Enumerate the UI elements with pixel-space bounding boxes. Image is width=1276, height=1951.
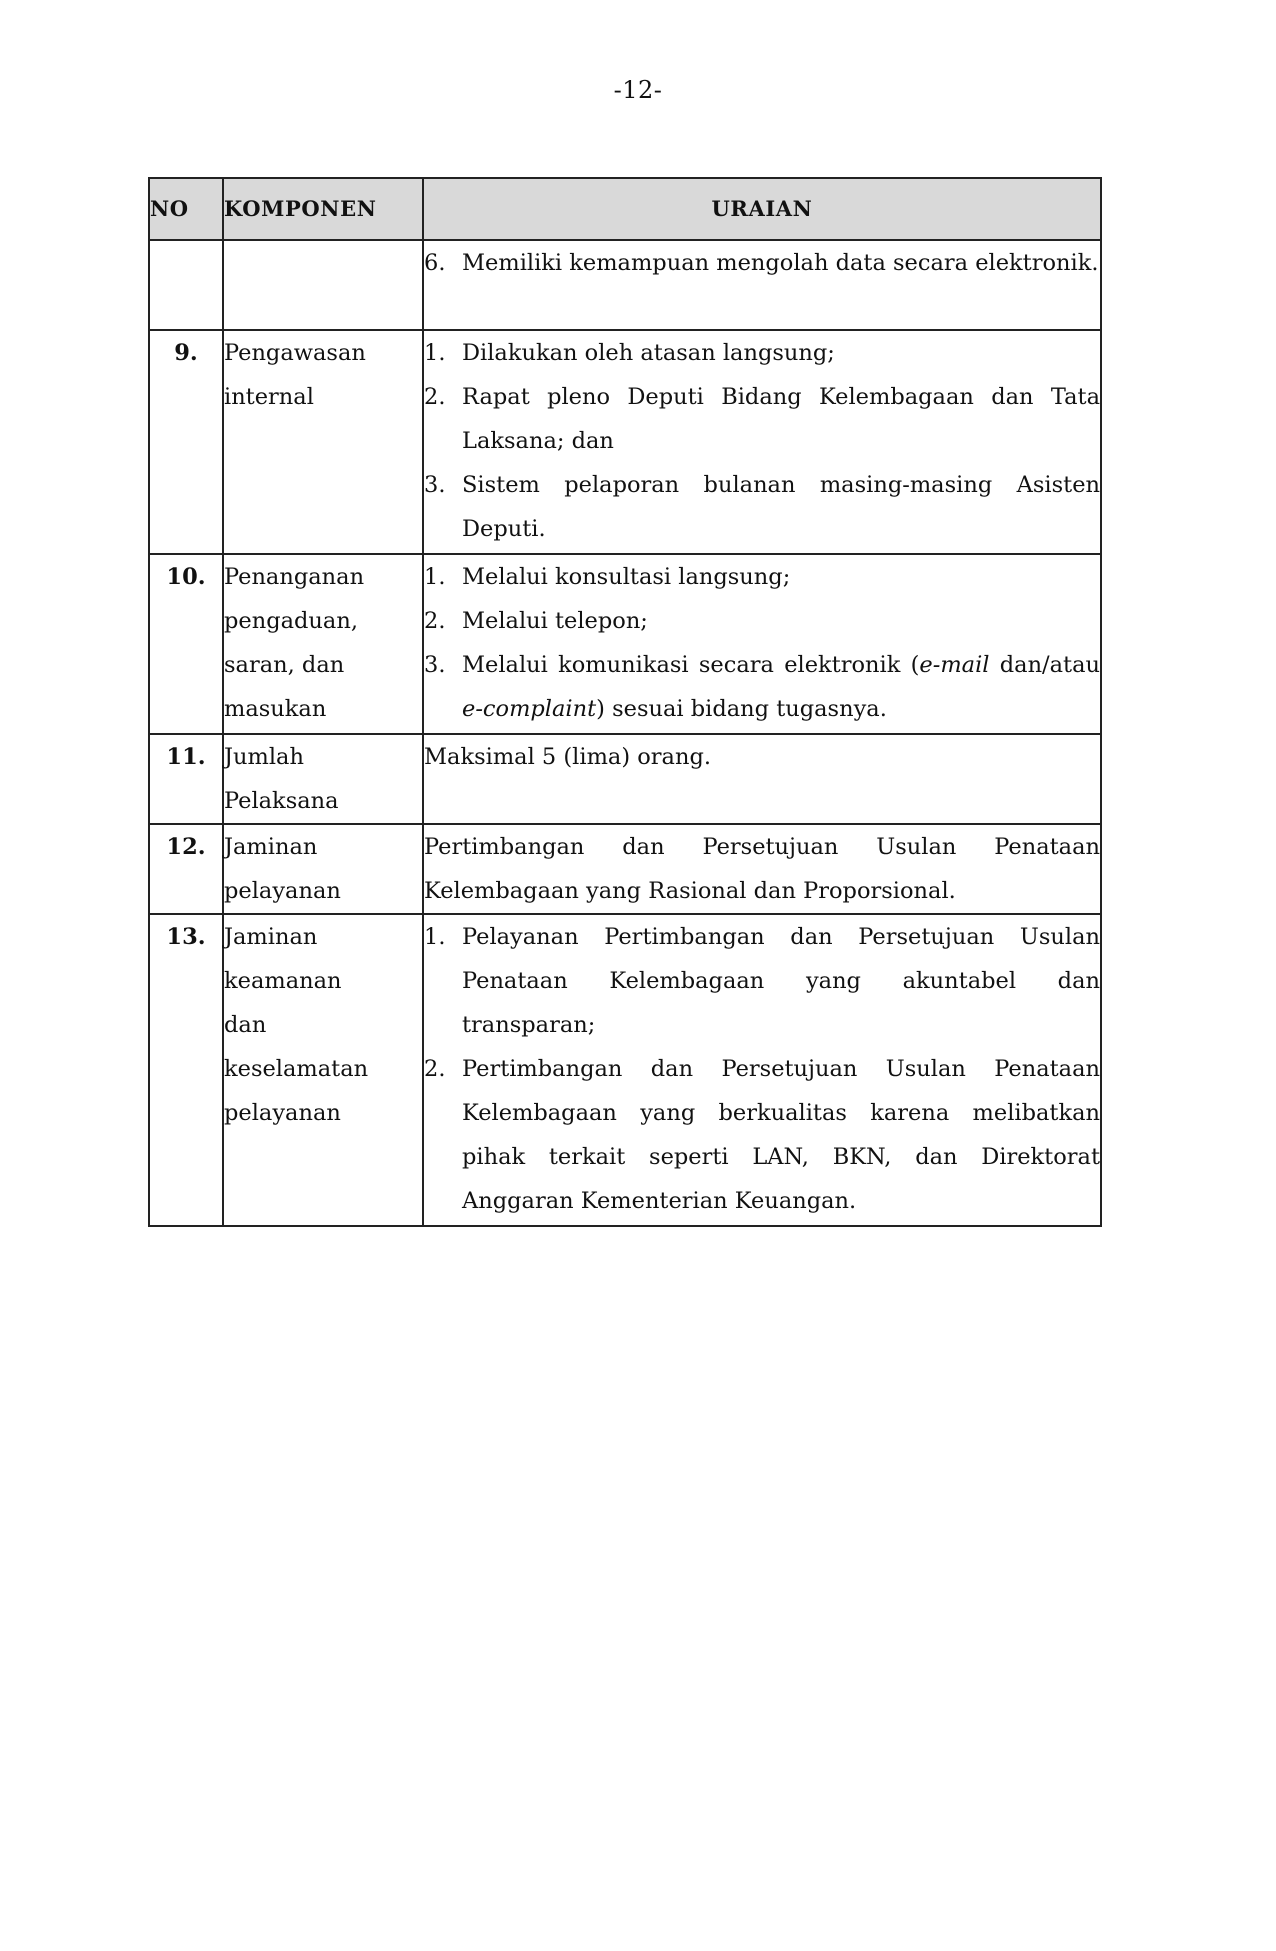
list-item xyxy=(424,1047,1100,1223)
row-komponen xyxy=(223,914,423,1226)
item-number: 3. xyxy=(424,652,446,678)
list-item xyxy=(424,555,1100,599)
list-item xyxy=(424,463,1100,551)
table-row xyxy=(149,734,1101,824)
header-no: NO xyxy=(149,178,223,240)
row-number: 9. xyxy=(149,330,223,554)
item-text: Memiliki kemampuan mengolah data secara elektronik. xyxy=(462,250,1099,276)
table-row xyxy=(149,240,1101,330)
item-number: 2. xyxy=(424,608,446,634)
uraian-list xyxy=(424,331,1100,551)
page-number: -12- xyxy=(613,76,663,104)
item-text: Melalui telepon; xyxy=(462,608,648,634)
uraian-text: Maksimal 5 (lima) orang. xyxy=(424,744,712,770)
item-text: Dilakukan oleh atasan langsung; xyxy=(462,340,835,366)
item-text-part: Melalui komunikasi secara elektronik ( xyxy=(462,652,920,678)
list-item xyxy=(424,241,1100,285)
uraian-list xyxy=(424,241,1100,285)
row-number: 12. xyxy=(149,824,223,914)
sop-table xyxy=(148,177,1102,1227)
header-uraian: URAIAN xyxy=(423,178,1101,240)
row-uraian xyxy=(423,824,1101,914)
row-komponen xyxy=(223,734,423,824)
uraian-list xyxy=(424,915,1100,1223)
komponen-label: Jaminan keamanan dan keselamatan pelayanan xyxy=(224,924,369,1126)
row-uraian xyxy=(423,330,1101,554)
row-komponen xyxy=(223,554,423,734)
row-number: 10. xyxy=(149,554,223,734)
item-text xyxy=(462,652,1100,722)
item-text: Sistem pelaporan bulanan masing-masing Asisten Deputi. xyxy=(462,472,1100,542)
list-item xyxy=(424,915,1100,1047)
row-number: 11. xyxy=(149,734,223,824)
item-number: 2. xyxy=(424,1056,446,1082)
table-header-row xyxy=(149,178,1101,240)
table-row xyxy=(149,330,1101,554)
item-text-part: ) sesuai bidang tugasnya. xyxy=(596,696,887,722)
item-text-part: dan/atau xyxy=(989,652,1100,678)
list-item xyxy=(424,599,1100,643)
item-number: 1. xyxy=(424,340,446,366)
uraian-list xyxy=(424,555,1100,731)
item-number: 1. xyxy=(424,564,446,590)
row-uraian xyxy=(423,734,1101,824)
item-text: Pelayanan Pertimbangan dan Persetujuan Usulan Penataan Kelembagaan yang akuntabel dan transparan; xyxy=(462,924,1100,1038)
uraian-text: Pertimbangan dan Persetujuan Usulan Penataan Kelembagaan yang Rasional dan Proporsional. xyxy=(424,834,1100,904)
item-number: 1. xyxy=(424,924,446,950)
row-number: 13. xyxy=(149,914,223,1226)
row-number xyxy=(149,240,223,330)
row-uraian xyxy=(423,554,1101,734)
row-uraian xyxy=(423,914,1101,1226)
item-number: 3. xyxy=(424,472,446,498)
komponen-label: Jumlah Pelaksana xyxy=(224,744,339,814)
table-row xyxy=(149,914,1101,1226)
item-number: 6. xyxy=(424,250,446,276)
item-text: Melalui konsultasi langsung; xyxy=(462,564,791,590)
item-text: Pertimbangan dan Persetujuan Usulan Penataan Kelembagaan yang berkualitas karena melibatkan pihak terkait seperti LAN, BKN, dan Direktorat Anggaran Kementerian Keuangan. xyxy=(462,1056,1100,1214)
row-komponen xyxy=(223,330,423,554)
row-komponen xyxy=(223,240,423,330)
item-text-ecomplaint-term: e-complaint xyxy=(462,696,597,722)
table-row xyxy=(149,554,1101,734)
list-item xyxy=(424,643,1100,731)
komponen-label: Penanganan pengaduan, saran, dan masukan xyxy=(224,564,365,722)
item-text: Rapat pleno Deputi Bidang Kelembagaan dan Tata Laksana; dan xyxy=(462,384,1100,454)
list-item xyxy=(424,375,1100,463)
row-uraian xyxy=(423,240,1101,330)
row-komponen xyxy=(223,824,423,914)
komponen-label: Pengawasan internal xyxy=(224,340,366,410)
table-row xyxy=(149,824,1101,914)
header-komponen: KOMPONEN xyxy=(223,178,423,240)
item-text-email-term: e-mail xyxy=(919,652,990,678)
item-number: 2. xyxy=(424,384,446,410)
list-item xyxy=(424,331,1100,375)
komponen-label: Jaminan pelayanan xyxy=(224,834,341,904)
